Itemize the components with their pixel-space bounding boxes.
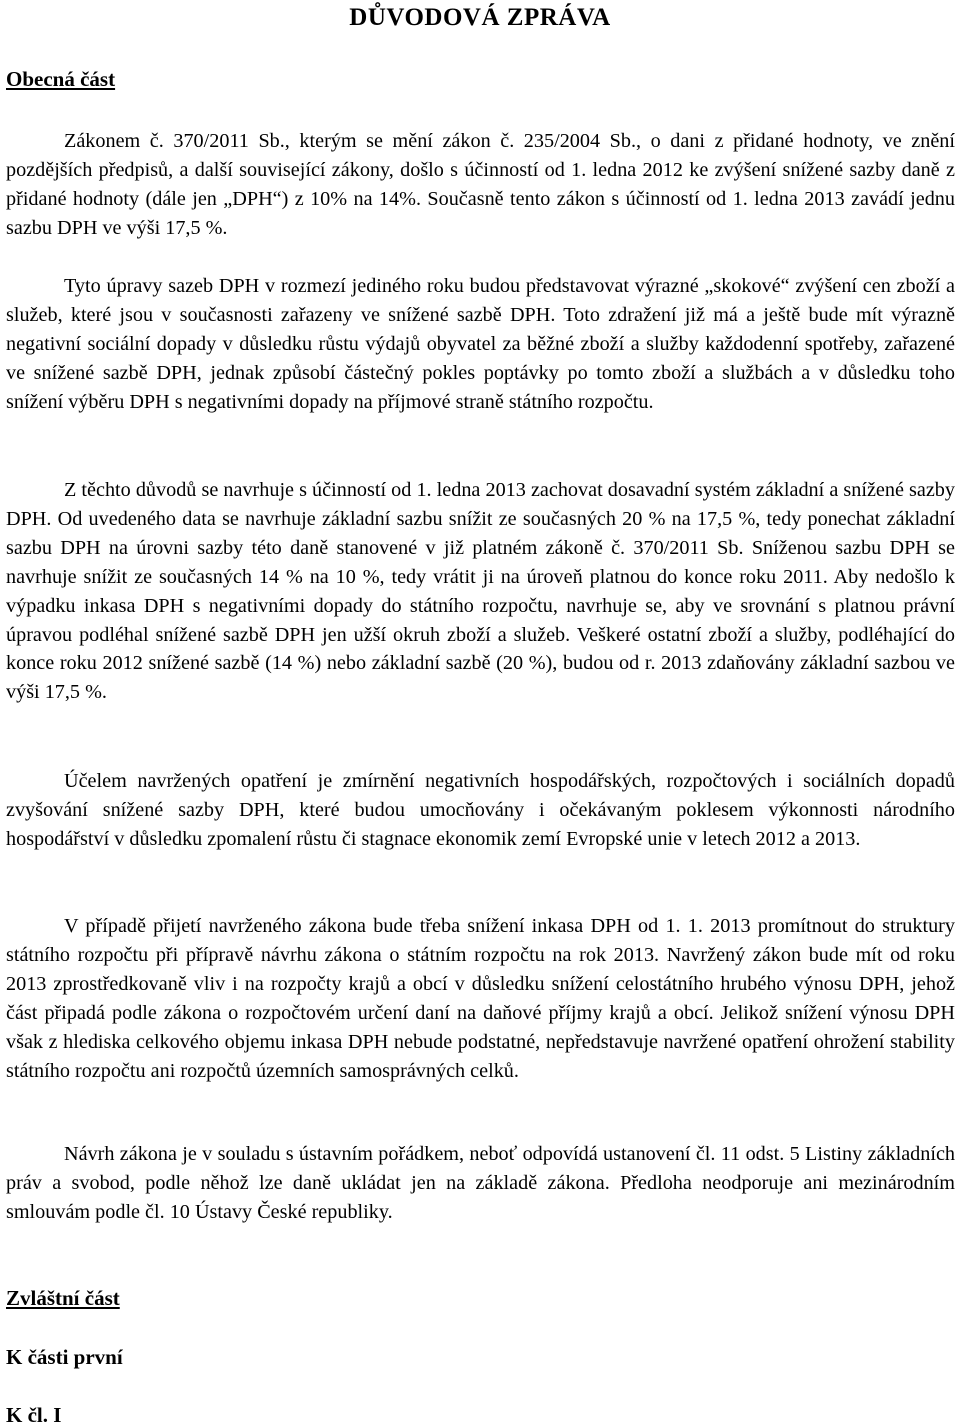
general-part-heading: Obecná část (6, 67, 116, 91)
paragraph-purpose: Účelem navržených opatření je zmírnění negativních hospodářských, rozpočtových i sociálních dopadů zvyšování snížené sazby DPH, které budou umocňovány i očekávaným poklesem výkonnosti národního hospodářství v důsledku zpomalení růstu či stagnace ekonomik zemí Evropské unie v letech 2012 a 2013. (6, 770, 955, 850)
paragraph-constitutional-compliance: Návrh zákona je v souladu s ústavním pořádkem, neboť odpovídá ustanovení čl. 11 odst. 5 Listiny základních práv a svobod, podle něhož lze daně ukládat jen na základě zákona. Předloha neodporuje ani mezinárodním smlouvám podle čl. 10 Ústavy České republiky. (6, 1143, 955, 1223)
special-part-heading: Zvláštní část (6, 1286, 120, 1310)
paragraph-rate-impact: Tyto úpravy sazeb DPH v rozmezí jediného roku budou představovat výrazné „skokové“ zvýšení cen zboží a služeb, které jsou v současnosti zařazeny ve snížené sazbě DPH. Toto zdražení již má a ještě bude mít výrazně negativní sociální dopady v důsledku růstu výdajů obyvatel za běžné zboží a služby každodenní spotřeby, zařazené ve snížené sazbě DPH, jednak způsobí částečný pokles poptávky po tomto zboží a službách a v důsledku toho snížení výběru DPH s negativními dopady na příjmové straně státního rozpočtu. (6, 275, 955, 413)
document-title: DŮVODOVÁ ZPRÁVA (349, 4, 611, 31)
paragraph-budget-impact: V případě přijetí navrženého zákona bude třeba snížení inkasa DPH od 1. 1. 2013 promítnout do struktury státního rozpočtu při přípravě návrhu zákona o státním rozpočtu na rok 2013. Navržený zákon bude mít od roku 2013 zprostředkovaně vliv i na rozpočty krajů a obcí v důsledku snížení celostátního hrubého výnosu DPH, jehož část připadá podle zákona o rozpočtovém určení daní na daňové příjmy krajů a obcí. Jelikož snížení výnosu DPH však z hlediska celkového objemu inkasa DPH nebude podstatné, nepředstavuje navržené opatření ohrožení stability státního rozpočtu ani rozpočtů územních samosprávných celků. (6, 915, 955, 1082)
paragraph-proposal: Z těchto důvodů se navrhuje s účinností od 1. ledna 2013 zachovat dosavadní systém základní a snížené sazby DPH. Od uvedeného data se navrhuje základní sazbu snížit ze současných 20 % na 17,5 %, tedy ponechat základní sazbu DPH na úrovni sazby této daně stanovené v již platném zákoně č. 370/2011 Sb. Sníženou sazbu DPH se navrhuje snížit ze současných 14 % na 10 %, tedy vrátit ji na úroveň platnou do konce roku 2011. Aby nedošlo k výpadku inkasa DPH s negativními dopady do státního rozpočtu, navrhuje se, aby ve srovnání s platnou právní úpravou podléhal snížené sazbě DPH jen užší okruh zboží a služeb. Veškeré ostatní zboží a služby, podléhající do konce roku 2012 snížené sazbě (14 %) nebo základní sazbě (20 %), budou od r. 2013 zdaňovány základní sazbou ve výši 17,5 %. (6, 479, 955, 704)
paragraph-vat-law-change: Zákonem č. 370/2011 Sb., kterým se mění zákon č. 235/2004 Sb., o dani z přidané hodnoty, ve znění pozdějších předpisů, a další související zákony, došlo s účinností od 1. ledna 2012 ke zvýšení snížené sazby daně z přidané hodnoty (dále jen „DPH“) z 10% na 14%. Současně tento zákon s účinností od 1. ledna 2013 zavádí jednu sazbu DPH ve výši 17,5 %. (6, 130, 955, 239)
article-one-heading: K čl. I (6, 1403, 62, 1427)
part-one-heading: K části první (6, 1345, 123, 1369)
